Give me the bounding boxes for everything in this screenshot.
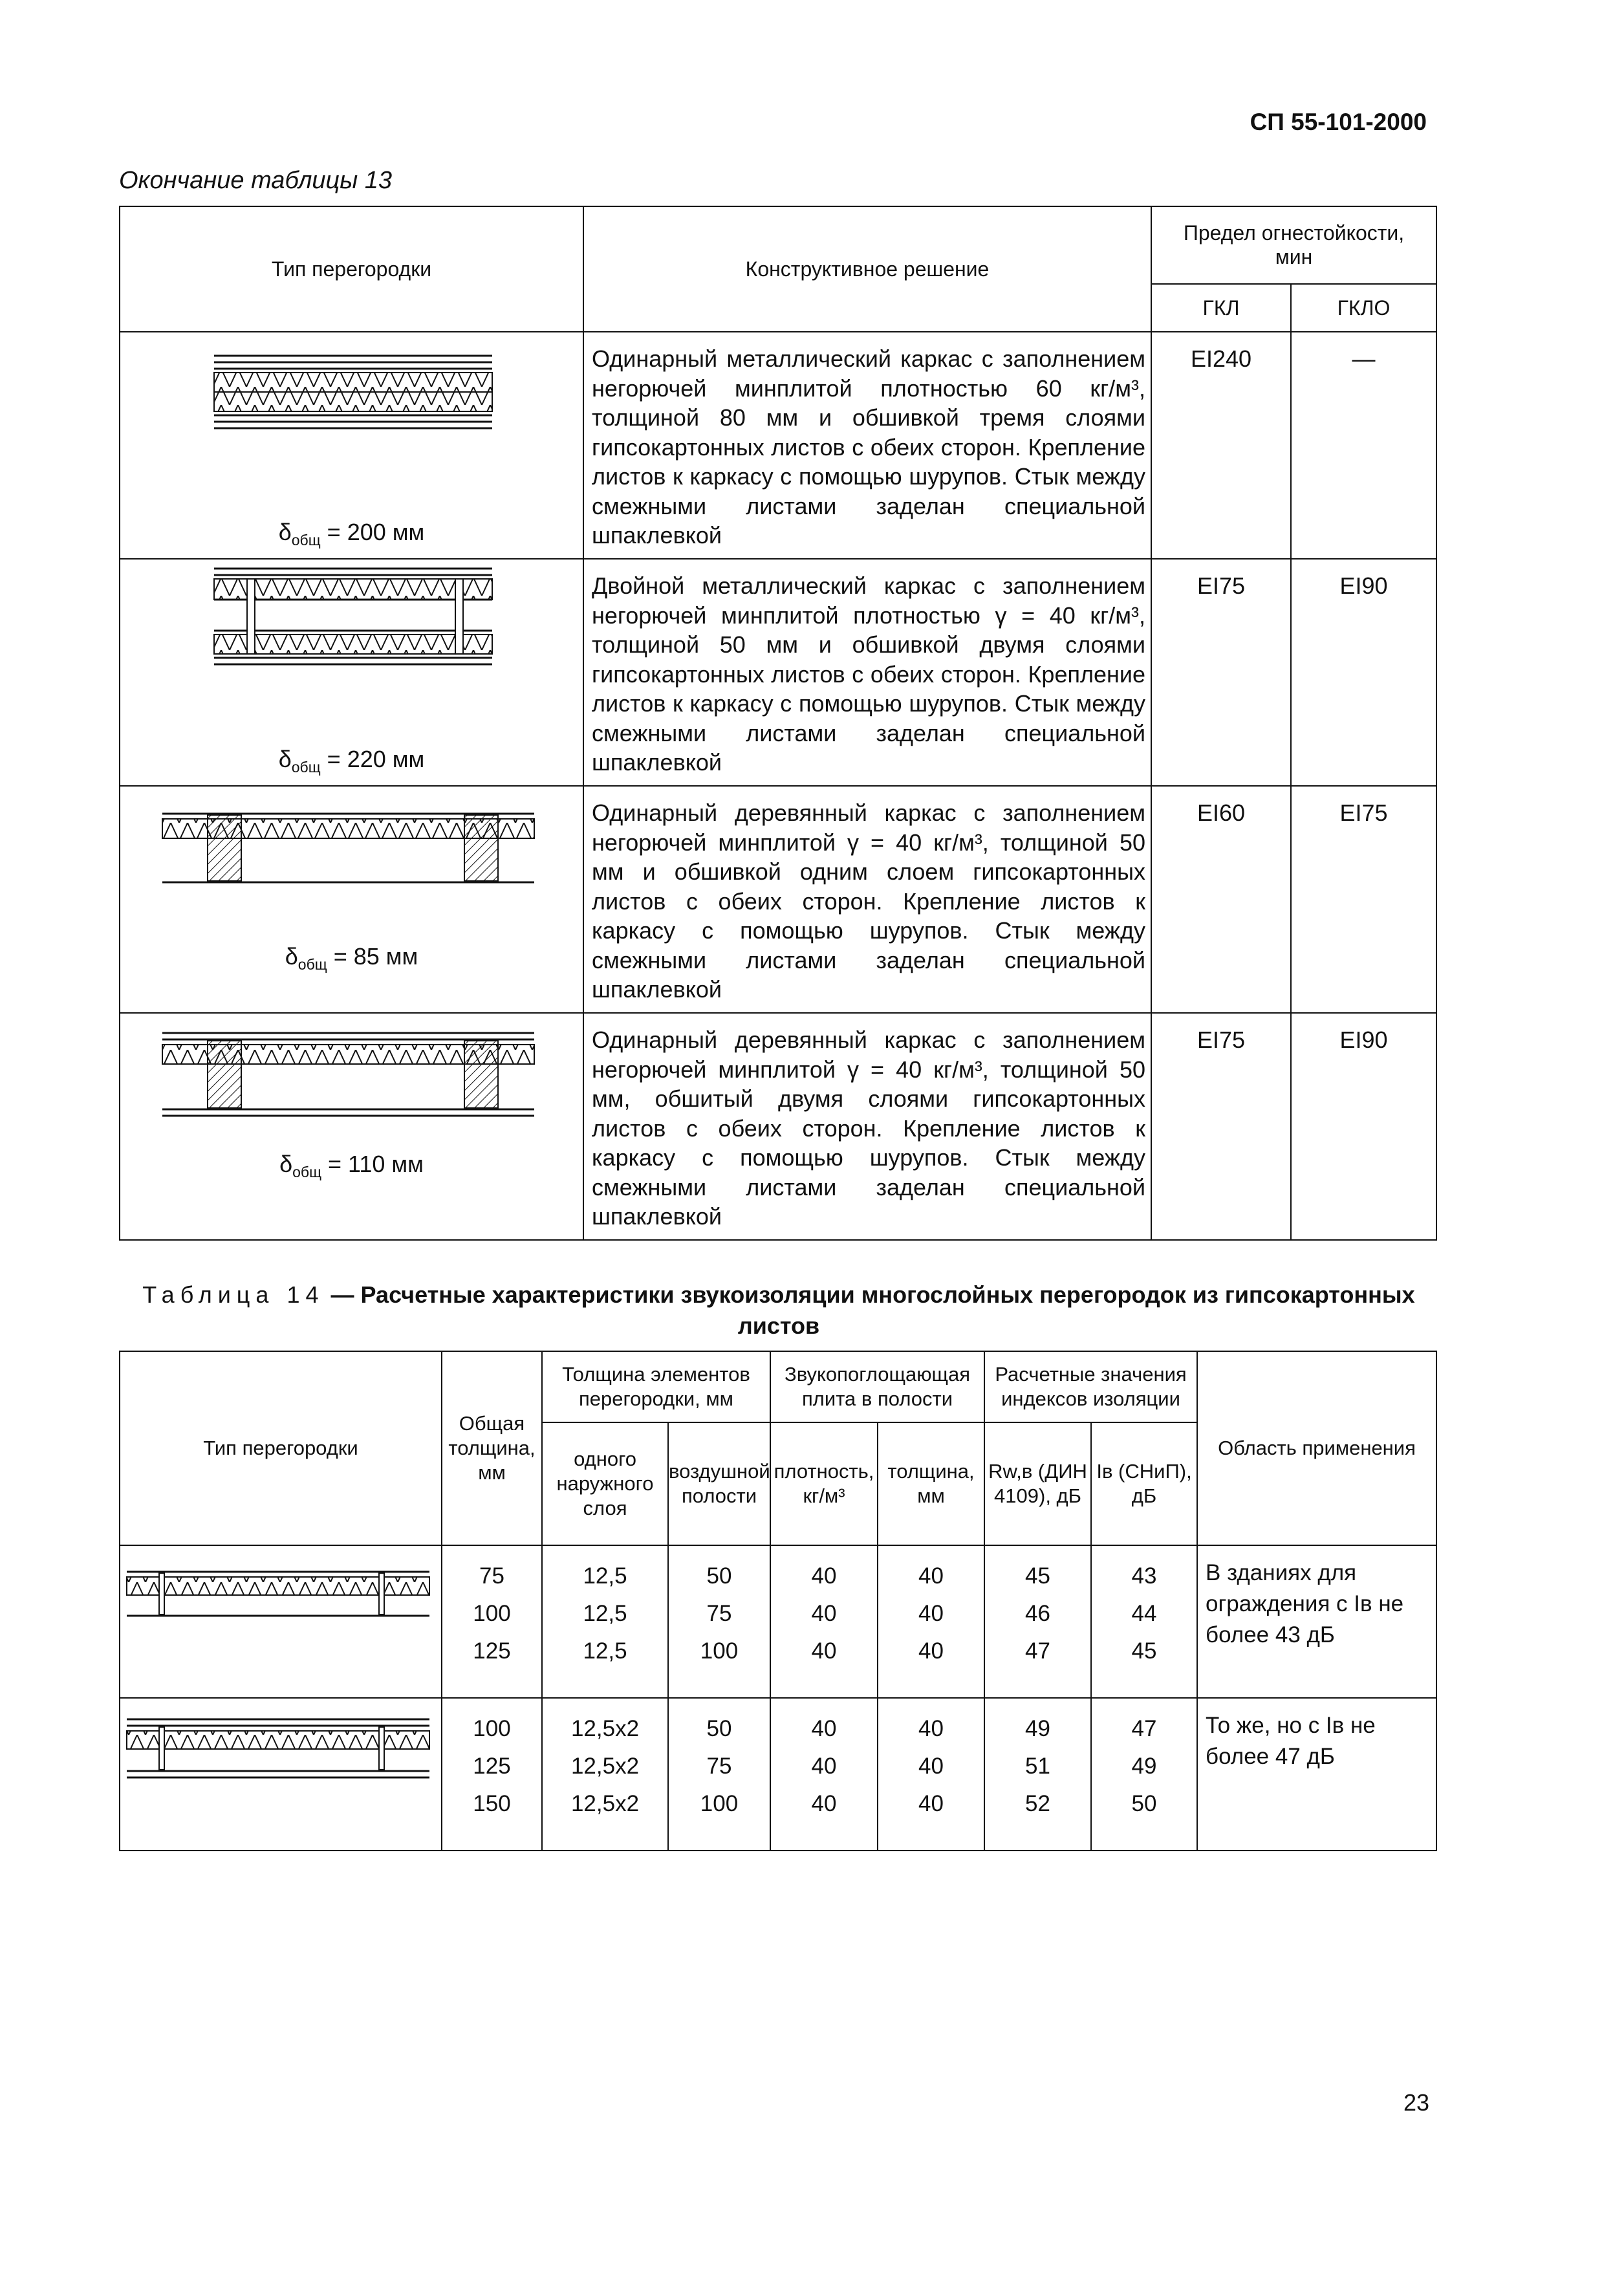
table-row	[120, 559, 1436, 786]
application-area: То же, но с Iв не более 47 дБ	[1197, 1698, 1436, 1851]
construction-description: Одинарный деревянный каркас с заполнением негорючей минплитой γ = 40 кг/м³, толщиной 50 мм и обшивкой одним слоем гипсокартонных листов с обеих сторон. Крепление листов к каркасу с помощью шурупов. Стык между смежными листами заделан специальной шпаклевкой	[583, 786, 1151, 1013]
iv-values: 43 44 45	[1091, 1545, 1197, 1698]
fire-limit-gklo: EI90	[1291, 1013, 1436, 1240]
air-gap-values: 50 75 100	[668, 1698, 770, 1851]
table-row	[120, 1545, 1436, 1698]
partition-section-diagram	[120, 1699, 442, 1850]
header-solution: Конструктивное решение	[583, 206, 1151, 332]
total-thickness-label: $\delta_{общ} = 200$ мм	[278, 518, 425, 549]
header-density: плотность, кг/м³	[770, 1422, 878, 1545]
absorber-thickness-values: 40 40 40	[878, 1545, 984, 1698]
table-continuation-title: Окончание таблицы 13	[119, 167, 393, 194]
partition-diagram-cell	[120, 1545, 442, 1698]
fire-limit-gklo: EI90	[1291, 559, 1436, 786]
total-thickness-label: $\delta_{общ} = 220$ мм	[278, 745, 425, 776]
table-row	[120, 786, 1436, 1013]
density-values: 40 40 40	[770, 1545, 878, 1698]
fire-limit-gkl: EI60	[1151, 786, 1291, 1013]
table-14	[119, 1351, 1437, 1851]
table-14-caption	[113, 1279, 1445, 1342]
fire-limit-gklo: EI75	[1291, 786, 1436, 1013]
outer-layer-values: 12,5 12,5 12,5	[542, 1545, 668, 1698]
header-gkl: ГКЛ	[1151, 284, 1291, 332]
header-type: Тип перегородки	[120, 1351, 442, 1545]
construction-description: Двойной металлический каркас с заполнением негорючей минплитой плотностью γ = 40 кг/м³, толщиной 50 мм и обшивкой двумя слоями гипсокартонных листов с обеих сторон. Крепление листов к каркасу с помощью шурупов. Стык между смежными листами заделан специальной шпаклевкой	[583, 559, 1151, 786]
partition-diagram-cell	[120, 1698, 442, 1851]
fire-limit-gklo: —	[1291, 332, 1436, 559]
header-gklo: ГКЛО	[1291, 284, 1436, 332]
partition-section-diagram	[120, 1014, 584, 1233]
rw-values: 49 51 52	[984, 1698, 1091, 1851]
partition-diagram-cell	[120, 786, 583, 1013]
header-air-gap: воздушной полости	[668, 1422, 770, 1545]
header-absorber: Звукопоглощающая плита в полости	[770, 1351, 984, 1422]
header-area: Область применения	[1197, 1351, 1436, 1545]
table-row	[120, 1698, 1436, 1851]
air-gap-values: 50 75 100	[668, 1545, 770, 1698]
document-code: СП 55-101-2000	[1250, 109, 1427, 135]
header-thickness: толщина, мм	[878, 1422, 984, 1545]
outer-layer-values: 12,5x2 12,5x2 12,5x2	[542, 1698, 668, 1851]
absorber-thickness-values: 40 40 40	[878, 1698, 984, 1851]
fire-limit-gkl: EI75	[1151, 559, 1291, 786]
partition-section-diagram	[120, 787, 584, 1006]
header-iv: Iв (СНиП), дБ	[1091, 1422, 1197, 1545]
header-total-thickness: Общая толщина, мм	[442, 1351, 542, 1545]
partition-section-diagram	[120, 1546, 442, 1697]
table-14-title: — Расчетные характеристики звукоизоляции многослойных перегородок из гипсокартонных листов	[330, 1281, 1415, 1339]
total-thickness-values: 100 125 150	[442, 1698, 542, 1851]
table-row	[120, 1013, 1436, 1240]
fire-limit-gkl: EI75	[1151, 1013, 1291, 1240]
header-rw: Rw,в (ДИН 4109), дБ	[984, 1422, 1091, 1545]
application-area: В зданиях для ограждения с Iв не более 43 дБ	[1197, 1545, 1436, 1698]
iv-values: 47 49 50	[1091, 1698, 1197, 1851]
fire-limit-gkl: EI240	[1151, 332, 1291, 559]
rw-values: 45 46 47	[984, 1545, 1091, 1698]
table-row	[120, 332, 1436, 559]
partition-diagram-cell	[120, 559, 583, 786]
header-fire-limit: Предел огнестойкости, мин	[1151, 206, 1436, 284]
table-14-label: Таблица 14	[142, 1281, 325, 1308]
table-13	[119, 206, 1437, 1241]
partition-diagram-cell	[120, 1013, 583, 1240]
header-type: Тип перегородки	[120, 206, 583, 332]
header-indices: Расчетные значения индексов изоляции	[984, 1351, 1197, 1422]
total-thickness-label: $\delta_{общ} = 85$ мм	[285, 942, 418, 973]
header-outer-layer: одного наружного слоя	[542, 1422, 668, 1545]
header-element-thickness: Толщина элементов перегородки, мм	[542, 1351, 770, 1422]
density-values: 40 40 40	[770, 1698, 878, 1851]
construction-description: Одинарный металлический каркас с заполнением негорючей минплитой плотностью 60 кг/м³, толщиной 80 мм и обшивкой тремя слоями гипсокартонных листов с обеих сторон. Крепление листов к каркасу с помощью шурупов. Стык между смежными листами заделан специальной шпаклевкой	[583, 332, 1151, 559]
total-thickness-values: 75 100 125	[442, 1545, 542, 1698]
construction-description: Одинарный деревянный каркас с заполнением негорючей минплитой γ = 40 кг/м³, толщиной 50 мм, обшитый двумя слоями гипсокартонных листов с обеих сторон. Крепление листов к каркасу с помощью шурупов. Стык между смежными листами заделан специальной шпаклевкой	[583, 1013, 1151, 1240]
partition-diagram-cell	[120, 332, 583, 559]
total-thickness-label: $\delta_{общ} = 110$ мм	[279, 1150, 424, 1180]
page-number: 23	[1403, 2089, 1430, 2116]
